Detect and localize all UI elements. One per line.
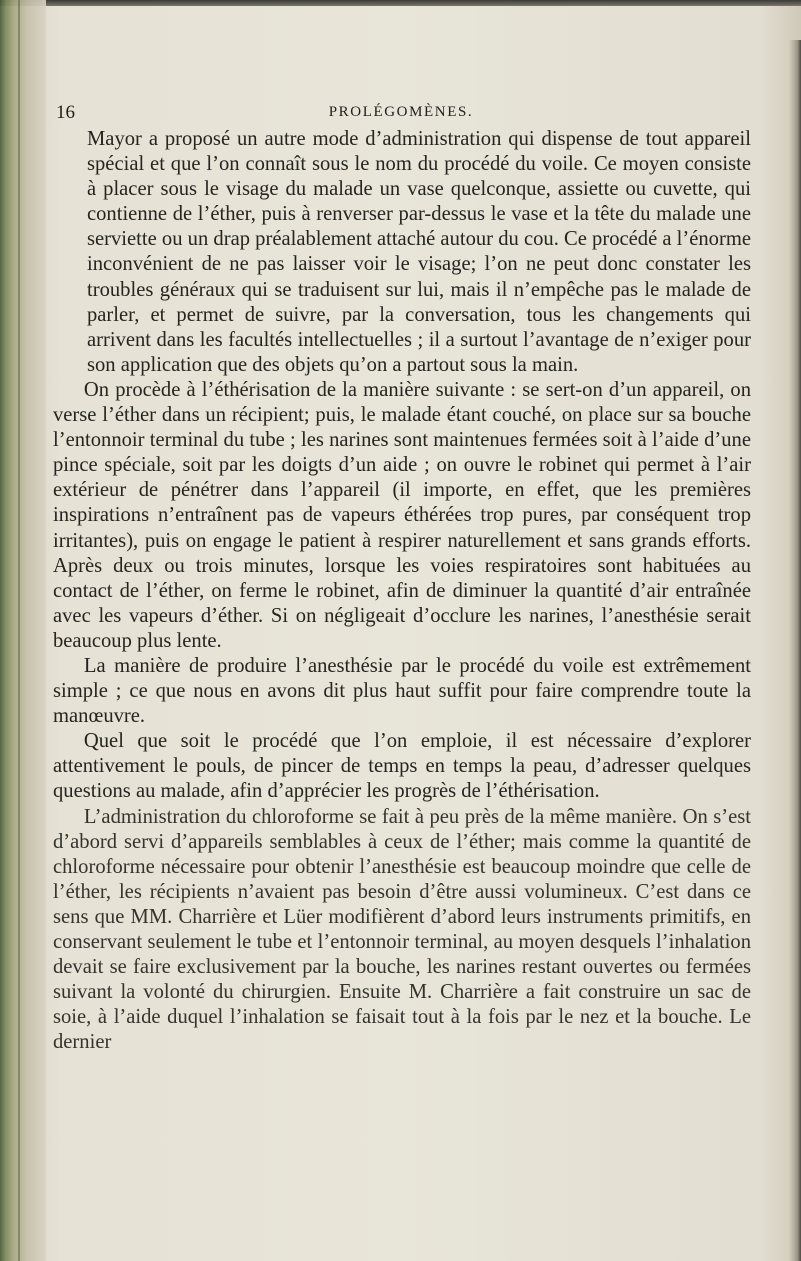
paragraph: L’administration du chloroforme se fait à peu près de la même manière. On s’est d’abord servi d’appareils semblables à ceux de l’éther; mais comme la quantité de chloroforme nécessaire pour obtenir l’anesthésie est beaucoup moindre que celle de l’éther, les récipients n’avaient pas besoin d’être aussi volumineux. C’est dans ce sens que MM. Charrière et Lüer modifièrent d’abord leurs instruments primitifs, en conservant seulement le tube et l’entonnoir terminal, au moyen desquels l’inhalation devait se faire exclusivement par la bouche, les narines restant ouvertes ou fermées suivant la volonté du chirurgien. Ensuite M. Charrière a fait construire un sac de soie, à l’aide duquel l’inhalation se faisait tout à la fois par le nez et la bouche. Le dernier <box>53 805 751 1054</box>
body-text <box>53 127 751 1055</box>
binding-gutter <box>0 0 46 1261</box>
gutter-line <box>18 0 20 1261</box>
page-right-edge <box>789 40 801 1261</box>
paragraph: La manière de produire l’anesthésie par le procédé du voile est extrêmement simple ; ce que nous en avons dit plus haut suffit pour faire comprendre toute la manœuvre. <box>53 654 751 728</box>
paragraph: On procède à l’éthérisation de la manière suivante : se sert-on d’un appareil, on verse l’éther dans un récipient; puis, le malade étant couché, on place sur sa bouche l’entonnoir terminal du tube ; les narines sont maintenues fermées soit à l’aide d’une pince spéciale, soit par les doigts d’un aide ; on ouvre le robinet qui permet à l’air extérieur de pénétrer dans l’appareil (il importe, en effet, que les premières inspirations n’entraînent pas de vapeurs éthérées trop pures, par conséquent trop irritantes), puis on engage le patient à respirer naturellement et sans grands efforts. Après deux ou trois minutes, lorsque les voies respiratoires sont habituées au contact de l’éther, on ferme le robinet, afin de diminuer la quantité d’air entraînée avec les vapeurs d’éther. Si on négligeait d’occlure les narines, l’anesthésie serait beaucoup plus lente. <box>53 378 751 652</box>
page-top-edge <box>0 0 801 6</box>
paragraph: Mayor a proposé un autre mode d’administration qui dispense de tout appareil spécial et que l’on connaît sous le nom du procédé du voile. Ce moyen consiste à placer sous le visage du malade un vase quelconque, assiette ou cuvette, qui contienne de l’éther, puis à renverser par-dessus le vase et la tête du malade une serviette ou un drap préalablement attaché autour du cou. Ce procédé a l’énorme inconvénient de ne pas laisser voir le visage; l’on ne peut donc constater les troubles généraux qui se traduisent sur lui, mais il n’empêche pas le malade de parler, et permet de suivre, par la conversation, tous les changements qui arrivent dans les facultés intellectuelles ; il a surtout l’avantage de n’exiger pour son application que des objets qu’on a partout sous la main. <box>87 128 751 376</box>
page-header <box>56 102 746 128</box>
page-number: 16 <box>56 102 75 123</box>
paragraph: Quel que soit le procédé que l’on emploie, il est nécessaire d’explorer attentivement le pouls, de pincer de temps en temps la peau, d’adresser quelques questions au malade, afin d’apprécier les progrès de l’éthérisation. <box>53 730 751 803</box>
running-head: PROLÉGOMÈNES. <box>328 104 474 120</box>
